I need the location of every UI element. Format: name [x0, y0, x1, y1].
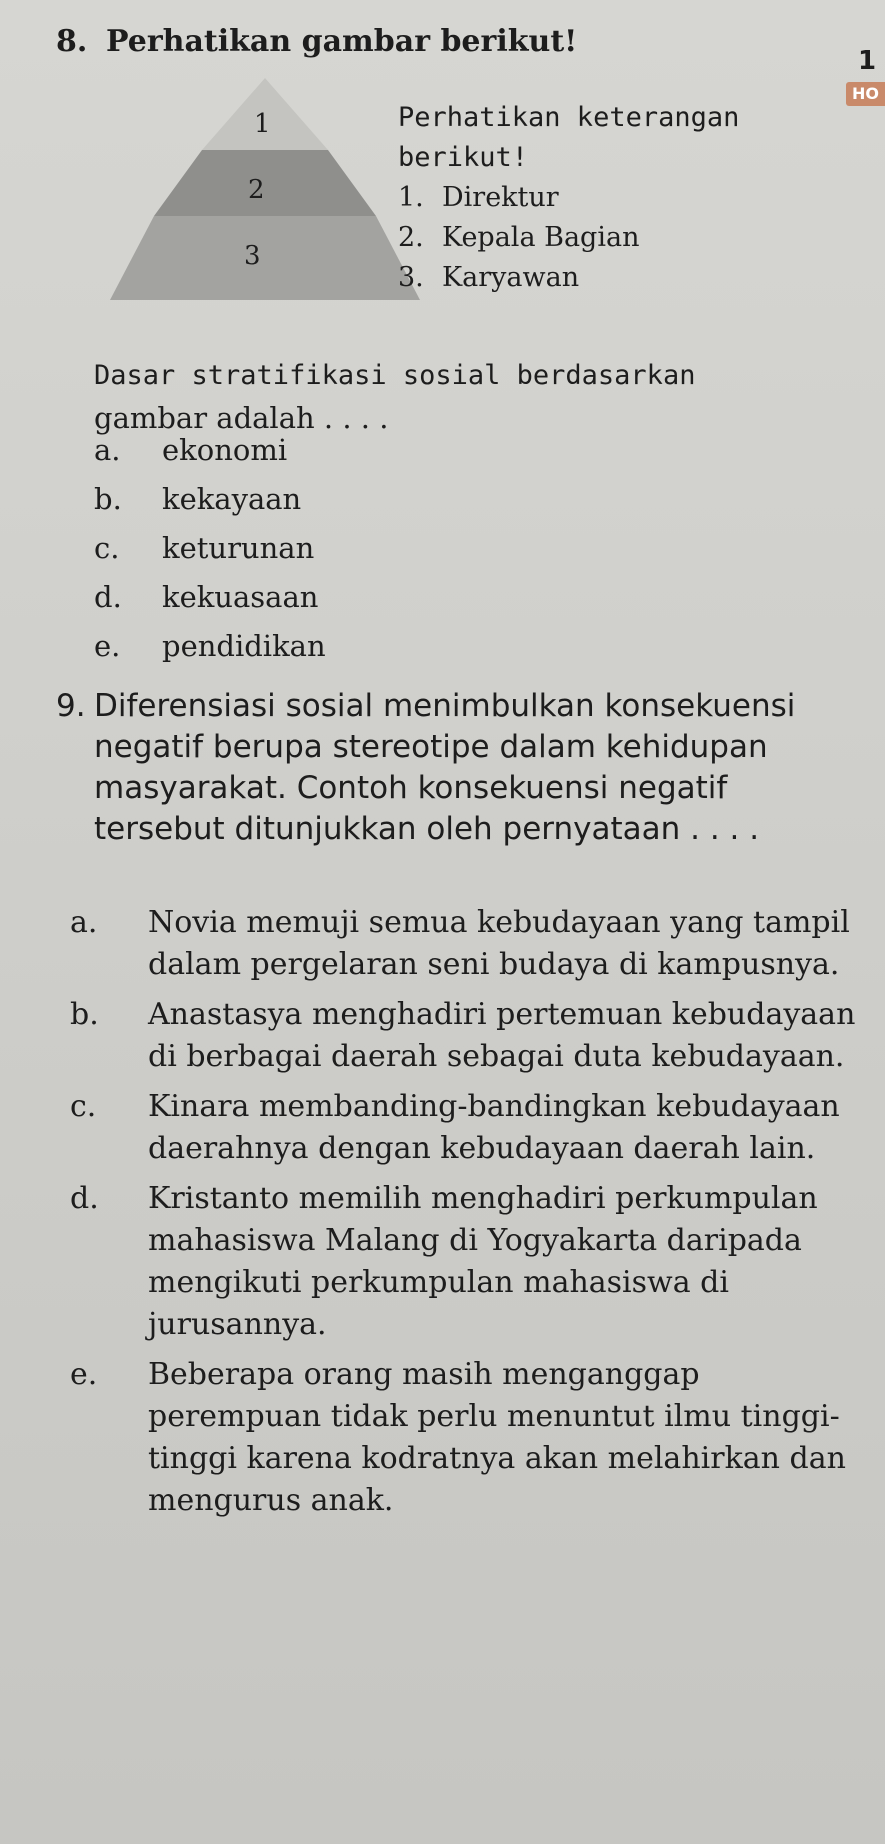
question-9-options: [56, 902, 856, 1530]
option-c[interactable]: c. Kinara membanding-bandingkan kebudayaan daerahnya dengan kebudayaan daerah lain.: [70, 1089, 840, 1166]
pyramid-legend: [398, 98, 798, 298]
legend-item: 2. Kepala Bagian: [398, 222, 640, 253]
corner-page-number: 1: [858, 46, 877, 76]
question-8-stem-line-1: Dasar stratifikasi sosial berdasarkan: [94, 360, 696, 391]
pyramid-tier-3: [110, 216, 420, 300]
option-e[interactable]: e. pendidikan: [94, 629, 326, 663]
pyramid-label-1: 1: [254, 109, 271, 139]
option-d[interactable]: d. Kristanto memilih menghadiri perkumpulan mahasiswa Malang di Yogyakarta daripada mengikuti perkumpulan mahasiswa di jurusannya.: [70, 1181, 818, 1342]
pyramid-label-2: 2: [248, 175, 265, 205]
question-9-stem: Diferensiasi sosial menimbulkan konsekuensi negatif berupa stereotipe dalam kehidupan masyarakat. Contoh konsekuensi negatif tersebut ditunjukkan oleh pernyataan . . . .: [94, 688, 796, 847]
question-9-number: 9.: [56, 688, 86, 724]
option-a[interactable]: a. Novia memuji semua kebudayaan yang tampil dalam pergelaran seni budaya di kampusnya.: [70, 905, 850, 982]
legend-item: 3. Karyawan: [398, 262, 580, 293]
question-8-title: Perhatikan gambar berikut!: [106, 24, 578, 59]
option-d[interactable]: d. kekuasaan: [94, 580, 319, 614]
option-c[interactable]: c. keturunan: [94, 531, 315, 565]
option-b[interactable]: b. Anastasya menghadiri pertemuan kebudayaan di berbagai daerah sebagai duta kebudayaan.: [70, 997, 856, 1074]
legend-item: 1. Direktur: [398, 182, 559, 213]
question-8-number: 8.: [56, 24, 88, 59]
pyramid-tier-2: [154, 150, 376, 216]
corner-badge: HO: [846, 82, 885, 106]
question-8-stem-line-2: gambar adalah . . . .: [94, 401, 389, 435]
option-a[interactable]: a. ekonomi: [94, 433, 288, 467]
option-b[interactable]: b. kekayaan: [94, 482, 302, 516]
option-e[interactable]: e. Beberapa orang masih menganggap perempuan tidak perlu menuntut ilmu tinggi-tinggi karena kodratnya akan melahirkan dan mengurus anak.: [70, 1357, 846, 1518]
pyramid-label-3: 3: [244, 241, 261, 271]
question-8-options: [94, 426, 326, 671]
stratification-pyramid: [110, 78, 420, 300]
legend-intro: Perhatikan keterangan berikut!: [398, 102, 740, 173]
